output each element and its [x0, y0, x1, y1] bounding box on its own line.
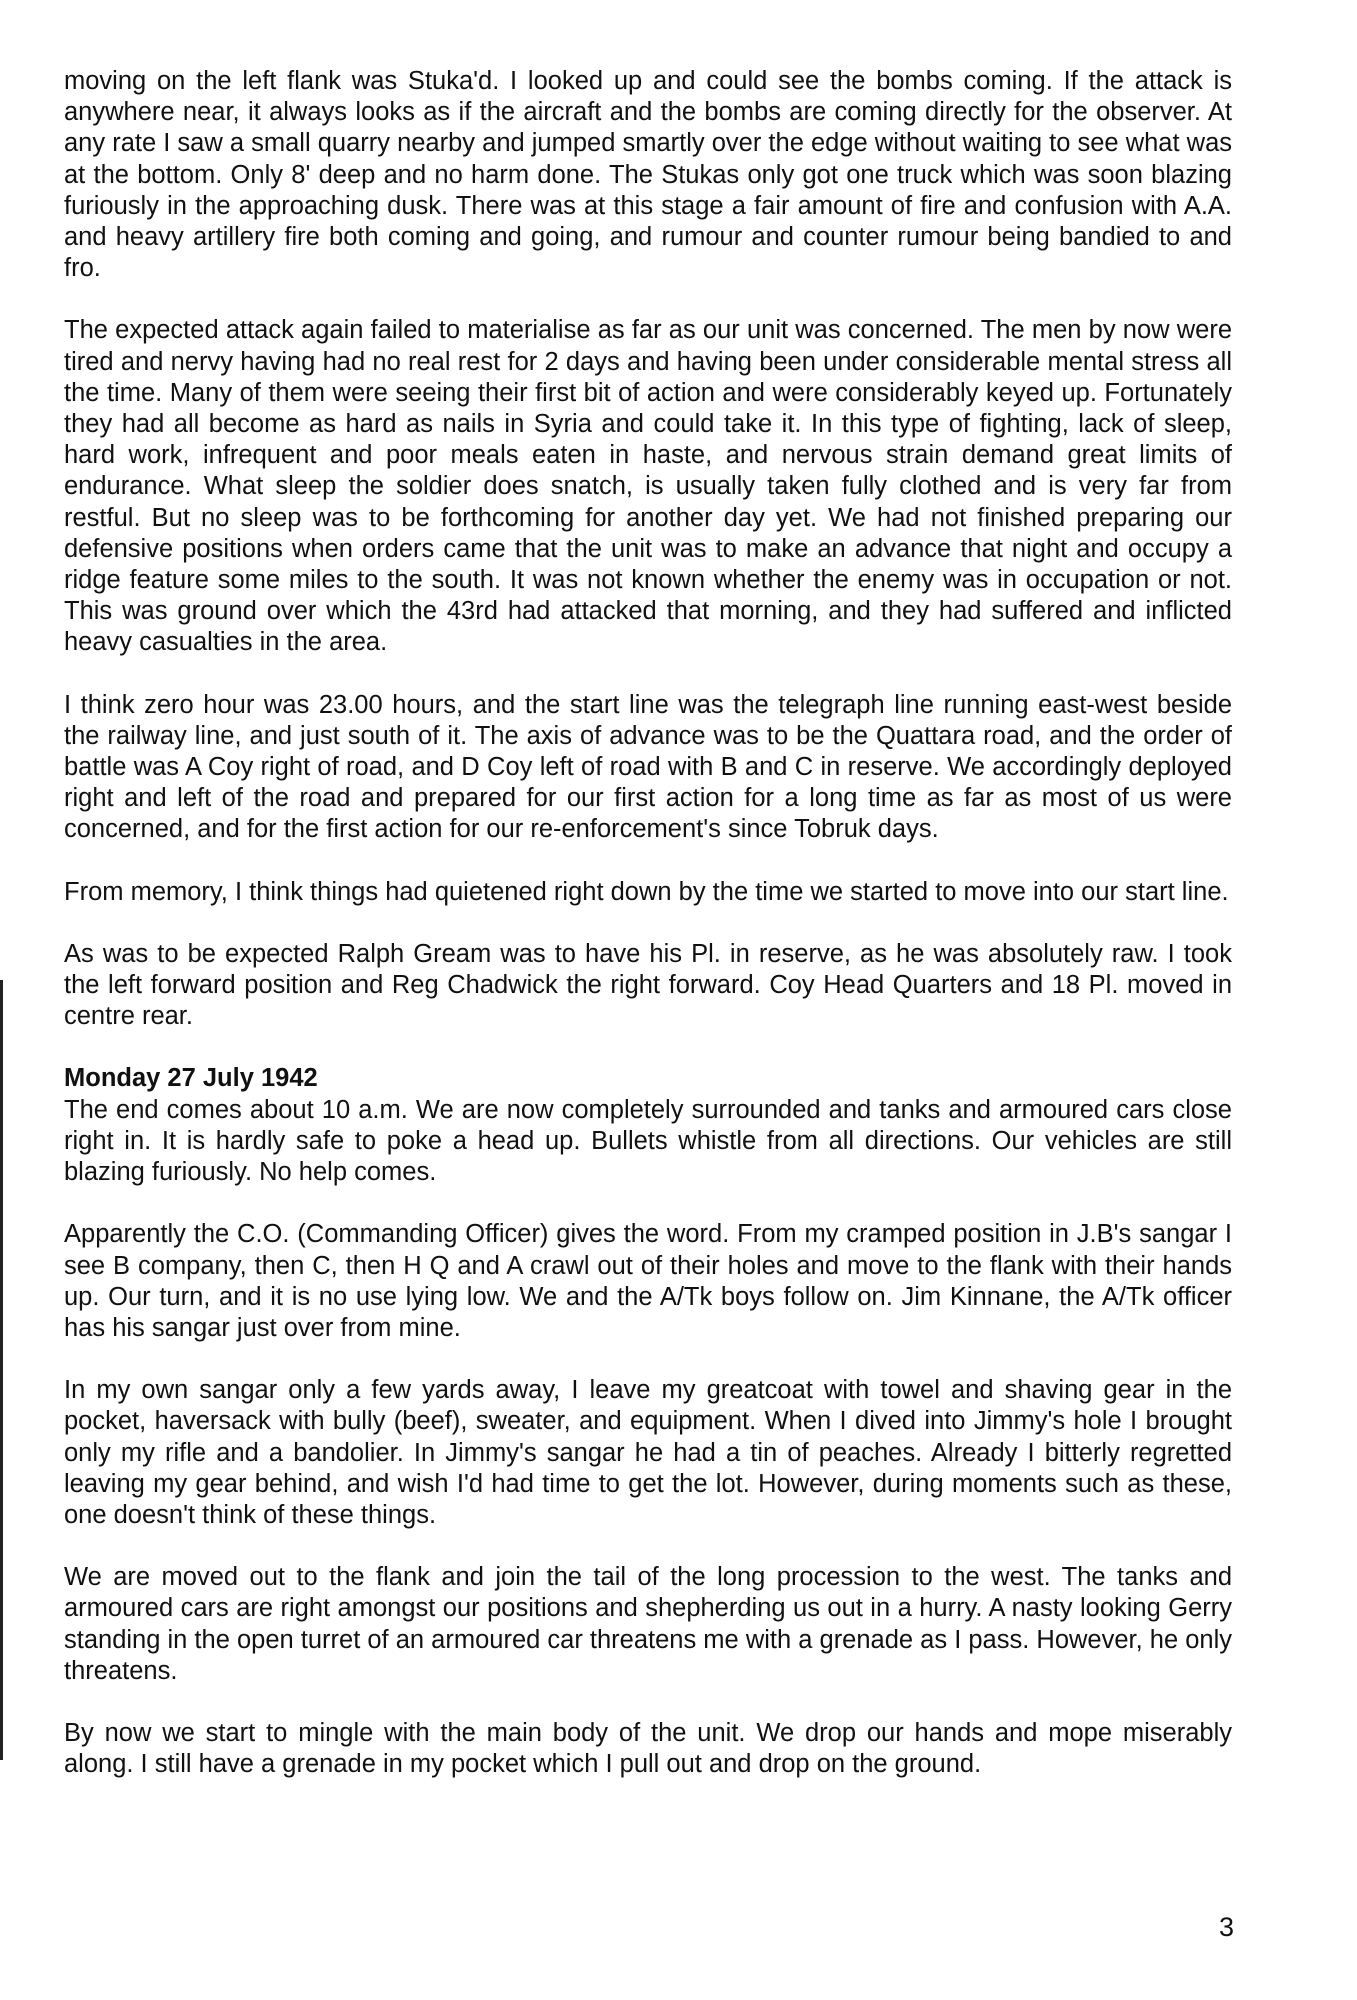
page-edge-line — [0, 980, 3, 1760]
paragraph: As was to be expected Ralph Gream was to have his Pl. in reserve, as he was absolutely raw. I took the left forward position and Reg Chadwick the right forward. Coy Head Quarters and 18 Pl. moved in centre rear. — [64, 939, 1232, 1031]
page-number: 3 — [1218, 1912, 1234, 1942]
paragraph: We are moved out to the flank and join the tail of the long procession to the west. The tanks and armoured cars are right amongst our positions and shepherding us out in a hurry. A nasty looking Gerry standing in the open turret of an armoured car threatens me with a grenade as I pass. However, he only threatens. — [64, 1563, 1233, 1685]
paragraph: Apparently the C.O. (Commanding Officer) gives the word. From my cramped position in J.B's sangar I see B company, then C, then H Q and A crawl out of their holes and move to the flank with their hands up. Our turn, and it is no use lying low. We and the A/Tk boys follow on. Jim Kinnane, the A/Tk officer has his sangar just over from mine. — [64, 1220, 1232, 1342]
paragraph: From memory, I think things had quietened right down by the time we started to move into our start line. — [64, 877, 1229, 906]
paragraph: I think zero hour was 23.00 hours, and the start line was the telegraph line running east-west beside the railway line, and just south of it. The axis of advance was to be the Quattara road, and the order of battle was A Coy right of road, and D Coy left of road with B and C in reserve. We accordingly deployed right and left of the road and prepared for our first action for a long time as far as most of us were concerned, and for the first action for our re-enforcement's since Tobruk days. — [64, 690, 1232, 844]
paragraph: moving on the left flank was Stuka'd. I looked up and could see the bombs coming. If the attack is anywhere near, it always looks as if the aircraft and the bombs are coming directly for the observer. At any rate I saw a small quarry nearby and jumped smartly over the edge without waiting to see what was at the bottom. Only 8' deep and no harm done. The Stukas only got one truck which was soon blazing furiously in the approaching dusk. There was at this stage a fair amount of fire and confusion with A.A. and heavy artillery fire both coming and going, and rumour and counter rumour being bandied to and fro. — [64, 67, 1232, 283]
paragraph: The expected attack again failed to materialise as far as our unit was concerned. The men by now were tired and nervy having had no real rest for 2 days and having been under considerable mental stress all the time. Many of them were seeing their first bit of action and were considerably keyed up. Fortunately they had all become as hard as nails in Syria and could take it. In this type of fighting, lack of sleep, hard work, infrequent and poor meals eaten in haste, and nervous strain demand great limits of endurance. What sleep the soldier does snatch, is usually taken fully clothed and is very far from restful. But no sleep was to be forthcoming for another day yet. We had not finished preparing our defensive positions when orders came that the unit was to make an advance that night and occupy a ridge feature some miles to the south. It was not known whether the enemy was in occupation or not. This was ground over which the 43rd had attacked that morning, and they had suffered and inflicted heavy casualties in the area. — [64, 316, 1232, 657]
paragraph: In my own sangar only a few yards away, I leave my greatcoat with towel and shaving gear in the pocket, haversack with bully (beef), sweater, and equipment. When I dived into Jimmy's hole I brought only my rifle and a bandolier. In Jimmy's sangar he had a tin of peaches. Already I bitterly regretted leaving my gear behind, and wish I'd had time to get the lot. However, during moments such as these, one doesn't think of these things. — [64, 1376, 1232, 1529]
document-body — [64, 66, 1232, 1780]
date-heading: Monday 27 July 1942 — [64, 1064, 318, 1093]
paragraph: By now we start to mingle with the main body of the unit. We drop our hands and mope miserably along. I still have a grenade in my pocket which I pull out and drop on the ground. — [64, 1718, 1232, 1779]
paragraph: The end comes about 10 a.m. We are now completely surrounded and tanks and armoured cars close right in. It is hardly safe to poke a head up. Bullets whistle from all directions. Our vehicles are still blazing furiously. No help comes. — [64, 1095, 1232, 1187]
